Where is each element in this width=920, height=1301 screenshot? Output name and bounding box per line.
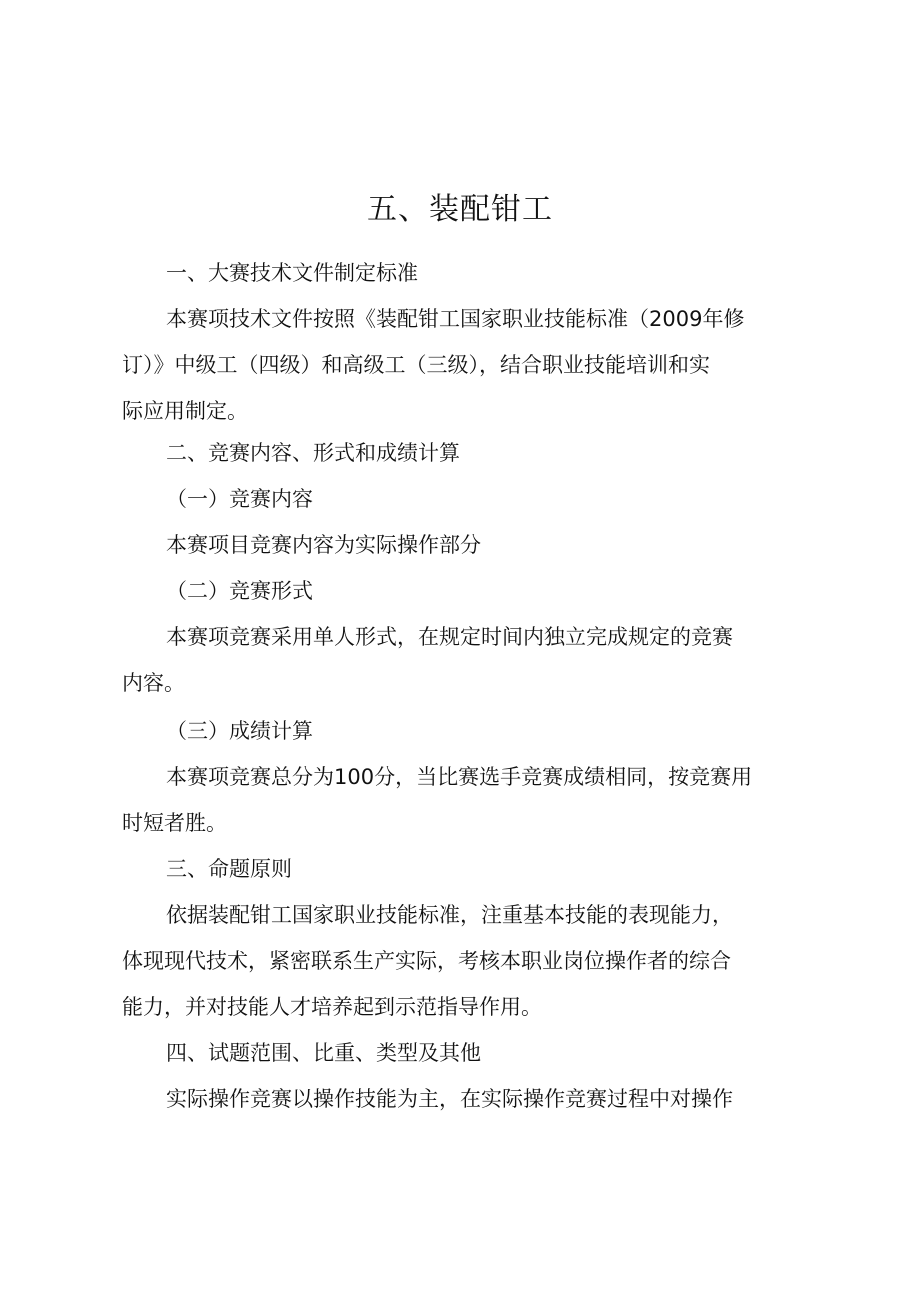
section-heading-standards: 一、大赛技术文件制定标准 [166, 261, 418, 285]
paragraph-competition-content: 本赛项目竞赛内容为实际操作部分 [166, 533, 481, 557]
paragraph-standards [122, 296, 812, 434]
paragraph-line: 时短者胜。 [122, 811, 227, 835]
paragraph-line: 能力，并对技能人才培养起到示范指导作用。 [122, 995, 542, 1019]
subheading-competition-form: （二）竞赛形式 [166, 579, 313, 603]
paragraph-principles [122, 892, 812, 1030]
section-heading-content: 二、竞赛内容、形式和成绩计算 [166, 441, 460, 465]
paragraph-line: 订）》中级工（四级）和高级工（三级），结合职业技能培训和实 [122, 353, 710, 377]
paragraph-line: 内容。 [122, 671, 185, 695]
paragraph-line: 依据装配钳工国家职业技能标准，注重基本技能的表现能力， [166, 903, 733, 927]
paragraph-line: 体现现代技术，紧密联系生产实际，考核本职业岗位操作者的综合 [122, 949, 731, 973]
paragraph-competition-form [122, 614, 812, 706]
paragraph-scope [122, 1076, 812, 1122]
subheading-competition-content: （一）竞赛内容 [166, 487, 313, 511]
document-title: 五、装配钳工 [367, 192, 553, 227]
paragraph-line: 本赛项竞赛采用单人形式，在规定时间内独立完成规定的竞赛 [166, 625, 733, 649]
section-heading-principles: 三、命题原则 [166, 857, 292, 881]
paragraph-line: 实际操作竞赛以操作技能为主，在实际操作竞赛过程中对操作 [166, 1087, 733, 1111]
paragraph-line: 本赛项技术文件按照《装配钳工国家职业技能标准（2009年修 [166, 307, 745, 331]
subheading-score-calculation: （三）成绩计算 [166, 719, 313, 743]
section-heading-scope: 四、试题范围、比重、类型及其他 [166, 1041, 481, 1065]
paragraph-score-calculation [122, 754, 812, 846]
paragraph-line: 际应用制定。 [122, 399, 248, 423]
paragraph-line: 本赛项竞赛总分为100分，当比赛选手竞赛成绩相同，按竞赛用 [166, 765, 753, 789]
